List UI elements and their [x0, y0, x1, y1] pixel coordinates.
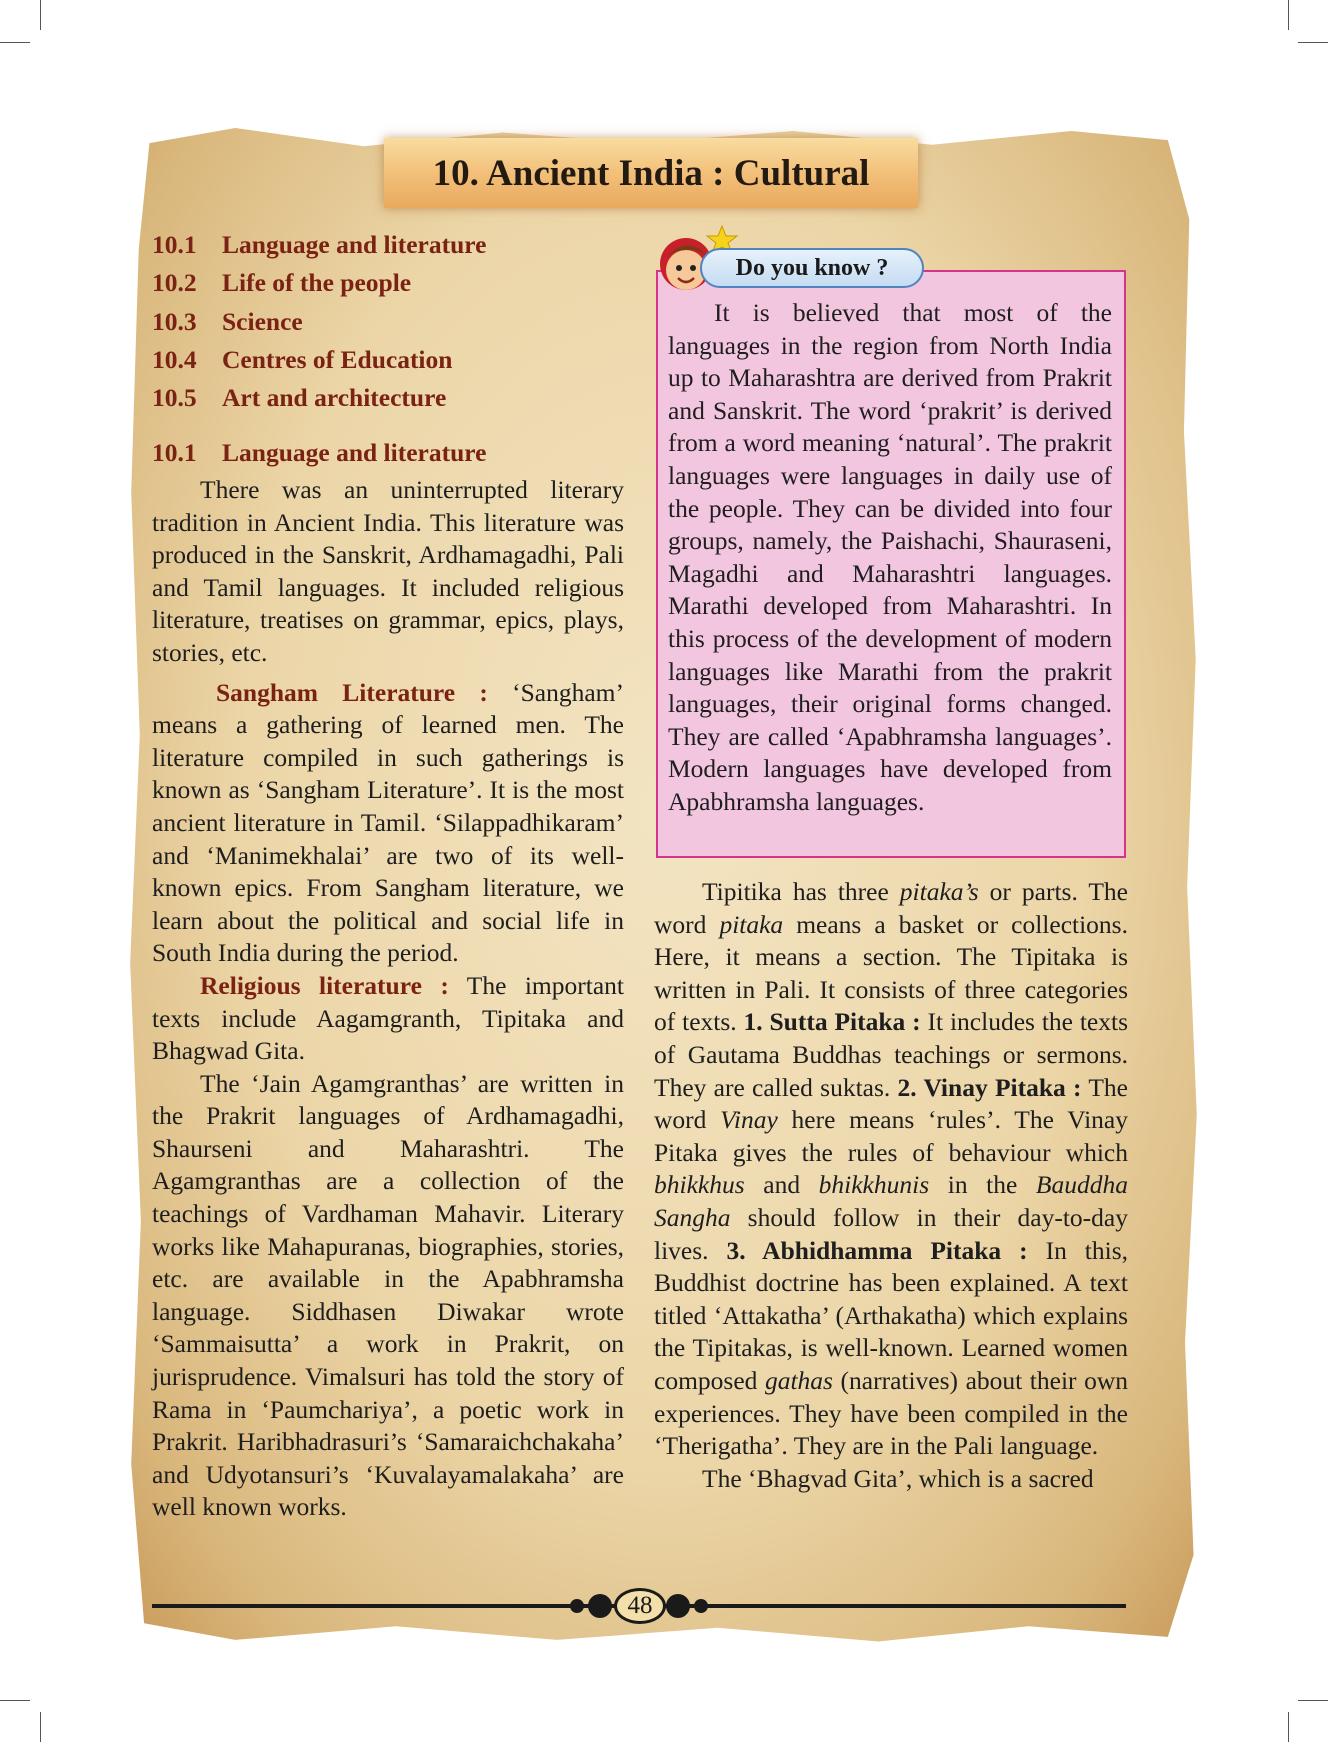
footer-ornament: [570, 1599, 584, 1613]
toc-item: [152, 226, 632, 264]
toc-item: [152, 303, 632, 341]
text-run: here means ‘rules’. The Vinay Pitaka gives the rules of behaviour which: [654, 1105, 1128, 1167]
text-run: (narratives) about their own experiences. They have been compiled in the ‘Therigatha’. They are in the Pali language.: [654, 1365, 1128, 1461]
crop-mark: [0, 1700, 30, 1701]
toc-label: Art and architecture: [222, 383, 447, 413]
jain-paragraph: The ‘Jain Agamgranthas’ are written in the Prakrit languages of Ardhamagadhi, Shaurseni and Maharashtri. The Agamgranthas are a collection of the teachings of Vardhaman Mahavir. Literary works like Mahapuranas, biographies, stories, etc. are available in the Apabhramsha language. Siddhasen Diwakar wrote ‘Sammaisutta’ a work in Prakrit, on jurisprudence. Vimalsuri has told the story of Rama in ‘Paumchariya’, a poetic work in Prakrit. Haribhadrasuri’s ‘Samaraichchakaha’ and Udyotansuri’s ‘Kuvalayamalakaha’ are well known works.: [152, 1068, 624, 1522]
toc-item: [152, 341, 632, 379]
italic-term: pitaka: [719, 909, 784, 939]
intro-paragraph: There was an uninterrupted literary tradition in Ancient India. This literature was produced in the Sanskrit, Ardhamagadhi, Pali and Tamil languages. It included religious literature, treatises on grammar, epics, plays, stories, etc.: [152, 475, 624, 667]
crop-mark: [1288, 0, 1289, 30]
toc-number: 10.5: [152, 383, 197, 413]
left-column: [152, 474, 624, 1524]
footer-ornament: [666, 1594, 690, 1618]
text-run: In this, Buddhist doctrine has been explained. A text titled ‘Attakatha’ (Arthakatha) which explains the Tipitakas, is well-known. Learned women composed: [654, 1235, 1128, 1395]
crop-mark: [1298, 42, 1328, 43]
toc-label: Science: [222, 306, 303, 336]
text-run: means a basket or collections. Here, it means a section. The Tipitaka is written in Pali. It consists of three categories of texts.: [654, 909, 1128, 1037]
section-heading: [152, 438, 486, 468]
religious-paragraph: [152, 970, 624, 1068]
section-label: Language and literature: [222, 438, 487, 467]
crop-mark: [40, 1712, 41, 1742]
page-number: 48: [614, 1588, 666, 1624]
text-run: and: [744, 1170, 819, 1200]
bold-term: 1. Sutta Pitaka :: [743, 1007, 921, 1037]
toc-number: 10.1: [152, 230, 197, 259]
right-column: [654, 876, 1128, 1495]
toc-label: Centres of Education: [222, 344, 453, 374]
italic-term: pitaka’s: [899, 877, 979, 906]
bold-term: 3. Abhidhamma Pitaka :: [726, 1235, 1028, 1265]
sangham-paragraph: [152, 677, 624, 970]
tipitaka-paragraph: [654, 876, 1128, 1463]
text-run: The word: [654, 1072, 1128, 1135]
italic-term: Vinay: [720, 1105, 778, 1135]
do-you-know-text: It is believed that most of the languages in the region from North India up to Maharashtra are derived from Prakrit and Sanskrit. The word ‘prakrit’ is derived from a word meaning ‘natural’. The prakrit languages were languages in daily use of the people. They can be divided into four groups, namely, the Paishachi, Shauraseni, Magadhi and Maharashtri languages. Marathi developed from Maharashtri. In this process of the development of modern languages like Marathi from the prakrit languages, their original forms changed. They are called ‘Apabhramsha languages’. Modern languages have developed from Apabhramsha languages.: [668, 298, 1112, 816]
text-run: It includes the texts of Gautama Buddhas teachings or sermons. They are called suktas.: [654, 1007, 1128, 1102]
toc-label: Life of the people: [222, 268, 412, 298]
italic-term: bhikkhus: [654, 1170, 745, 1200]
page-title: 10. Ancient India : Cultural: [432, 152, 870, 194]
italic-term: bhikkhunis: [818, 1170, 930, 1200]
toc-number: 10.4: [152, 344, 197, 374]
italic-term: gathas: [764, 1365, 833, 1395]
toc-label: Language and literature: [222, 230, 487, 259]
gita-paragraph: The ‘Bhagvad Gita’, which is a sacred: [702, 1463, 1094, 1493]
italic-term: Bauddha Sangha: [654, 1170, 1128, 1232]
toc-number: 10.2: [152, 268, 197, 298]
table-of-contents: [152, 226, 632, 417]
title-banner: [384, 138, 918, 208]
sangham-label: Sangham Literature :: [216, 677, 488, 707]
crop-mark: [1298, 1700, 1328, 1701]
footer-ornament: [694, 1599, 708, 1613]
sangham-text: ‘Sangham’ means a gathering of learned men. The literature compiled in such gatherings is known as ‘Sangham Literature’. It is the most ancient literature in Tamil. ‘Silappadhikaram’ and ‘Manimekhalai’ are two of its well-known epics. From Sangham literature, we learn about the political and social life in South India during the period.: [152, 677, 624, 968]
toc-item: [152, 264, 632, 302]
text-run: should follow in their day-to-day lives.: [654, 1202, 1128, 1265]
crop-mark: [40, 0, 41, 30]
text-run: or parts. The word: [654, 877, 1129, 939]
section-number: 10.1: [152, 438, 197, 467]
toc-number: 10.3: [152, 306, 197, 336]
religious-label: Religious literature :: [200, 970, 449, 1000]
footer-ornament: [588, 1594, 612, 1618]
crop-mark: [0, 42, 30, 43]
text-run: in the: [929, 1170, 1036, 1200]
do-you-know-label: Do you know ?: [700, 248, 924, 288]
bold-term: 2. Vinay Pitaka :: [897, 1072, 1082, 1102]
text-run: Tipitika has three: [702, 877, 900, 906]
religious-text: The important texts include Aagamgranth, Tipitaka and Bhagwad Gita.: [152, 970, 624, 1066]
crop-mark: [1288, 1712, 1289, 1742]
toc-item: [152, 379, 632, 417]
